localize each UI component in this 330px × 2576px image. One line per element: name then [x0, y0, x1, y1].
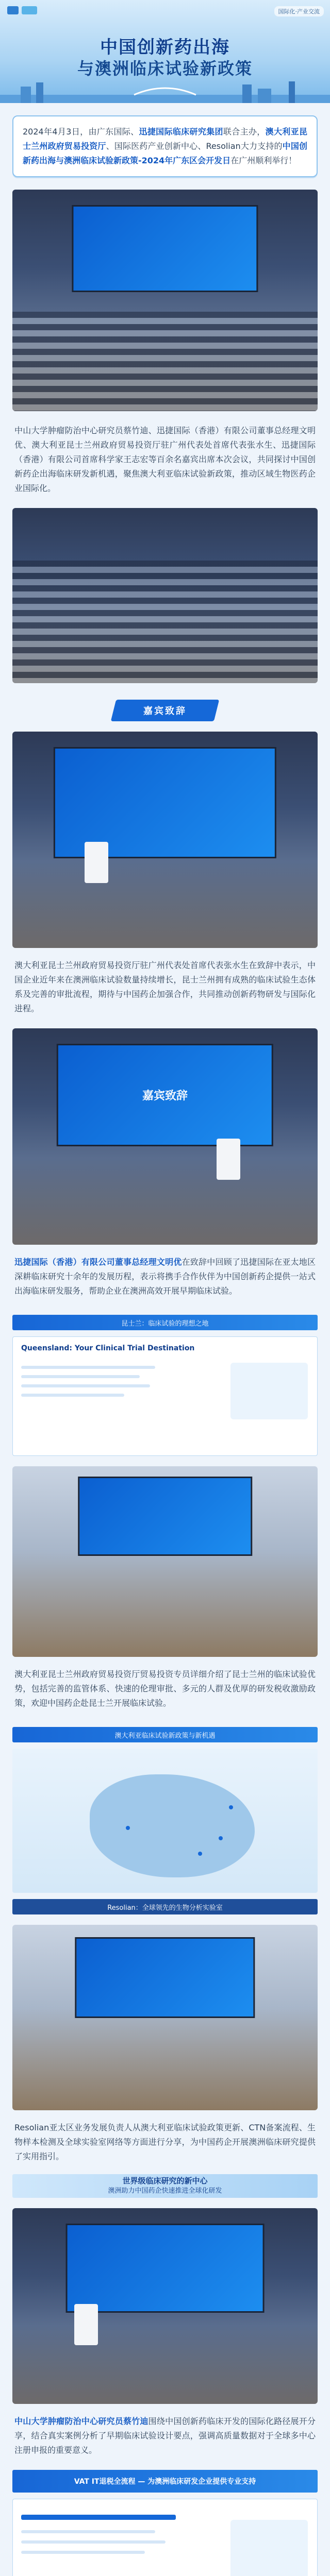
- map-marker-icon: [219, 1836, 223, 1840]
- intro-card: [12, 115, 318, 177]
- slide-title: Queensland: Your Clinical Trial Destination: [21, 1344, 195, 1352]
- guest-paragraph-1: 澳大利亚昆士兰州政府贸易投资厅驻广州代表处首席代表张水生在致辞中表示，中国企业近年来在澳洲临床试验数量持续增长，昆士兰州拥有成熟的临床试验生态体系及完善的审批流程，期待与中国药企加强合作，共同推动创新药物研发与国际化进程。: [14, 960, 316, 1013]
- australia-map-slide: [12, 1749, 318, 1893]
- logo-mark-icon: [22, 6, 37, 14]
- guest-speech-photo-2: [12, 1028, 318, 1245]
- podium: [85, 842, 108, 883]
- banner-title-line1: 中国创新药出海: [100, 37, 230, 58]
- map-marker-icon: [229, 1805, 233, 1809]
- guest-speech-photo-1: [12, 732, 318, 948]
- speech3-paragraph: 中山大学肿瘤防治中心研究员蔡竹迪围绕中国创新药临床开发的国际化路径展开分享，结合真实案例分析了早期临床试验设计要点，强调高质量数据对于全球多中心注册申报的重要意义。: [14, 2416, 316, 2455]
- map-marker-icon: [198, 1852, 202, 1856]
- australia-shape: [90, 1774, 255, 1877]
- highlight-ribbon: 世界级临床研究的新中心 澳洲助力中国药企快速推进全球化研发: [12, 2174, 318, 2198]
- speaker2-photo: [12, 1925, 318, 2110]
- conference-hall-photo: [12, 190, 318, 411]
- speech1-ribbon: 昆士兰：临床试验的理想之地: [12, 1315, 318, 1330]
- stage-screen: [72, 205, 258, 292]
- speaker1-photo: [12, 1466, 318, 1657]
- slide-figure: [230, 2520, 308, 2576]
- stage-screen: [75, 1937, 255, 2018]
- brand-logo: [7, 6, 37, 14]
- logo-mark-icon: [7, 6, 19, 14]
- banner-title-line2: 与澳洲临床试验新政策: [77, 59, 253, 78]
- speech1-paragraph: 澳大利亚昆士兰州政府贸易投资厅贸易投资专员详细介绍了昆士兰州的临床试验优势，包括完善的监管体系、快速的伦理审批、多元的人群及优厚的研发税收激励政策，欢迎中国药企赴昆士兰开展临床试验。: [14, 1669, 316, 1708]
- map-marker-icon: [126, 1826, 130, 1830]
- skyline-illustration: [0, 79, 330, 103]
- audience-rows: [12, 561, 318, 683]
- stage-screen: [66, 2224, 265, 2313]
- audience-photo: [12, 508, 318, 683]
- speech2-ribbon: 澳大利亚临床试验新政策与新机遇: [12, 1727, 318, 1742]
- banner-tag: 国际化·产业交流: [274, 6, 324, 16]
- speech2-paragraph: Resolian亚太区业务发展负责人从澳大利亚临床试验政策更新、CTN备案流程、生物样本检测及全球实验室网络等方面进行分享，为中国药企开展澳洲临床研究提供了实用指引。: [14, 2123, 316, 2161]
- podium: [217, 1139, 240, 1180]
- speech2-subribbon: Resolian：全球领先的生物分析实验室: [12, 1899, 318, 1914]
- speech1-slide: [12, 1336, 318, 1456]
- vat-ribbon: VAT IT退税全流程 — 为澳洲临床研发企业提供专业支持: [12, 2470, 318, 2493]
- intro-paragraph: 2024年4月3日，由广东国际、迅捷国际临床研究集团联合主办，澳大利亚昆士兰州政府贸易投资厅、国际医药产业创新中心、Resolian大力支持的中国创新药出海与澳洲临床试验新政策-2024年广东区会开发日在广州顺利举行！: [23, 127, 307, 165]
- audience-rows: [12, 312, 318, 412]
- stage-screen: 嘉宾致辞: [57, 1044, 273, 1146]
- stage-screen: [78, 1477, 252, 1556]
- guest-paragraph-2: 迅捷国际（香港）有限公司董事总经理文明优在致辞中回顾了迅捷国际在亚太地区深耕临床研究十余年的发展历程，表示将携手合作伙伴为中国创新药企提供一站式出海临床研发服务，帮助企业在澳洲高效开展早期临床试验。: [14, 1257, 316, 1296]
- section1-paragraph: 中山大学肿瘤防治中心研究员蔡竹迪、迅捷国际（香港）有限公司董事总经理文明优、澳大利亚昆士兰州政府贸易投资厅驻广州代表处首席代表张水生、迅捷国际（香港）有限公司首席科学家王志宏等百余名嘉宾出席本次会议，共同探讨中国创新药企出海临床研发新机遇，聚焦澳大利亚临床试验新政策，推动区域生物医药企业国际化。: [14, 426, 316, 493]
- vat-slide: [12, 2499, 318, 2576]
- banner-top-bar: [0, 0, 330, 21]
- speaker3-photo: [12, 2208, 318, 2404]
- podium: [74, 2304, 98, 2345]
- section-tag-guest: 嘉宾致辞: [113, 700, 217, 721]
- header-banner: [0, 0, 330, 103]
- slide-figure: [230, 1363, 308, 1419]
